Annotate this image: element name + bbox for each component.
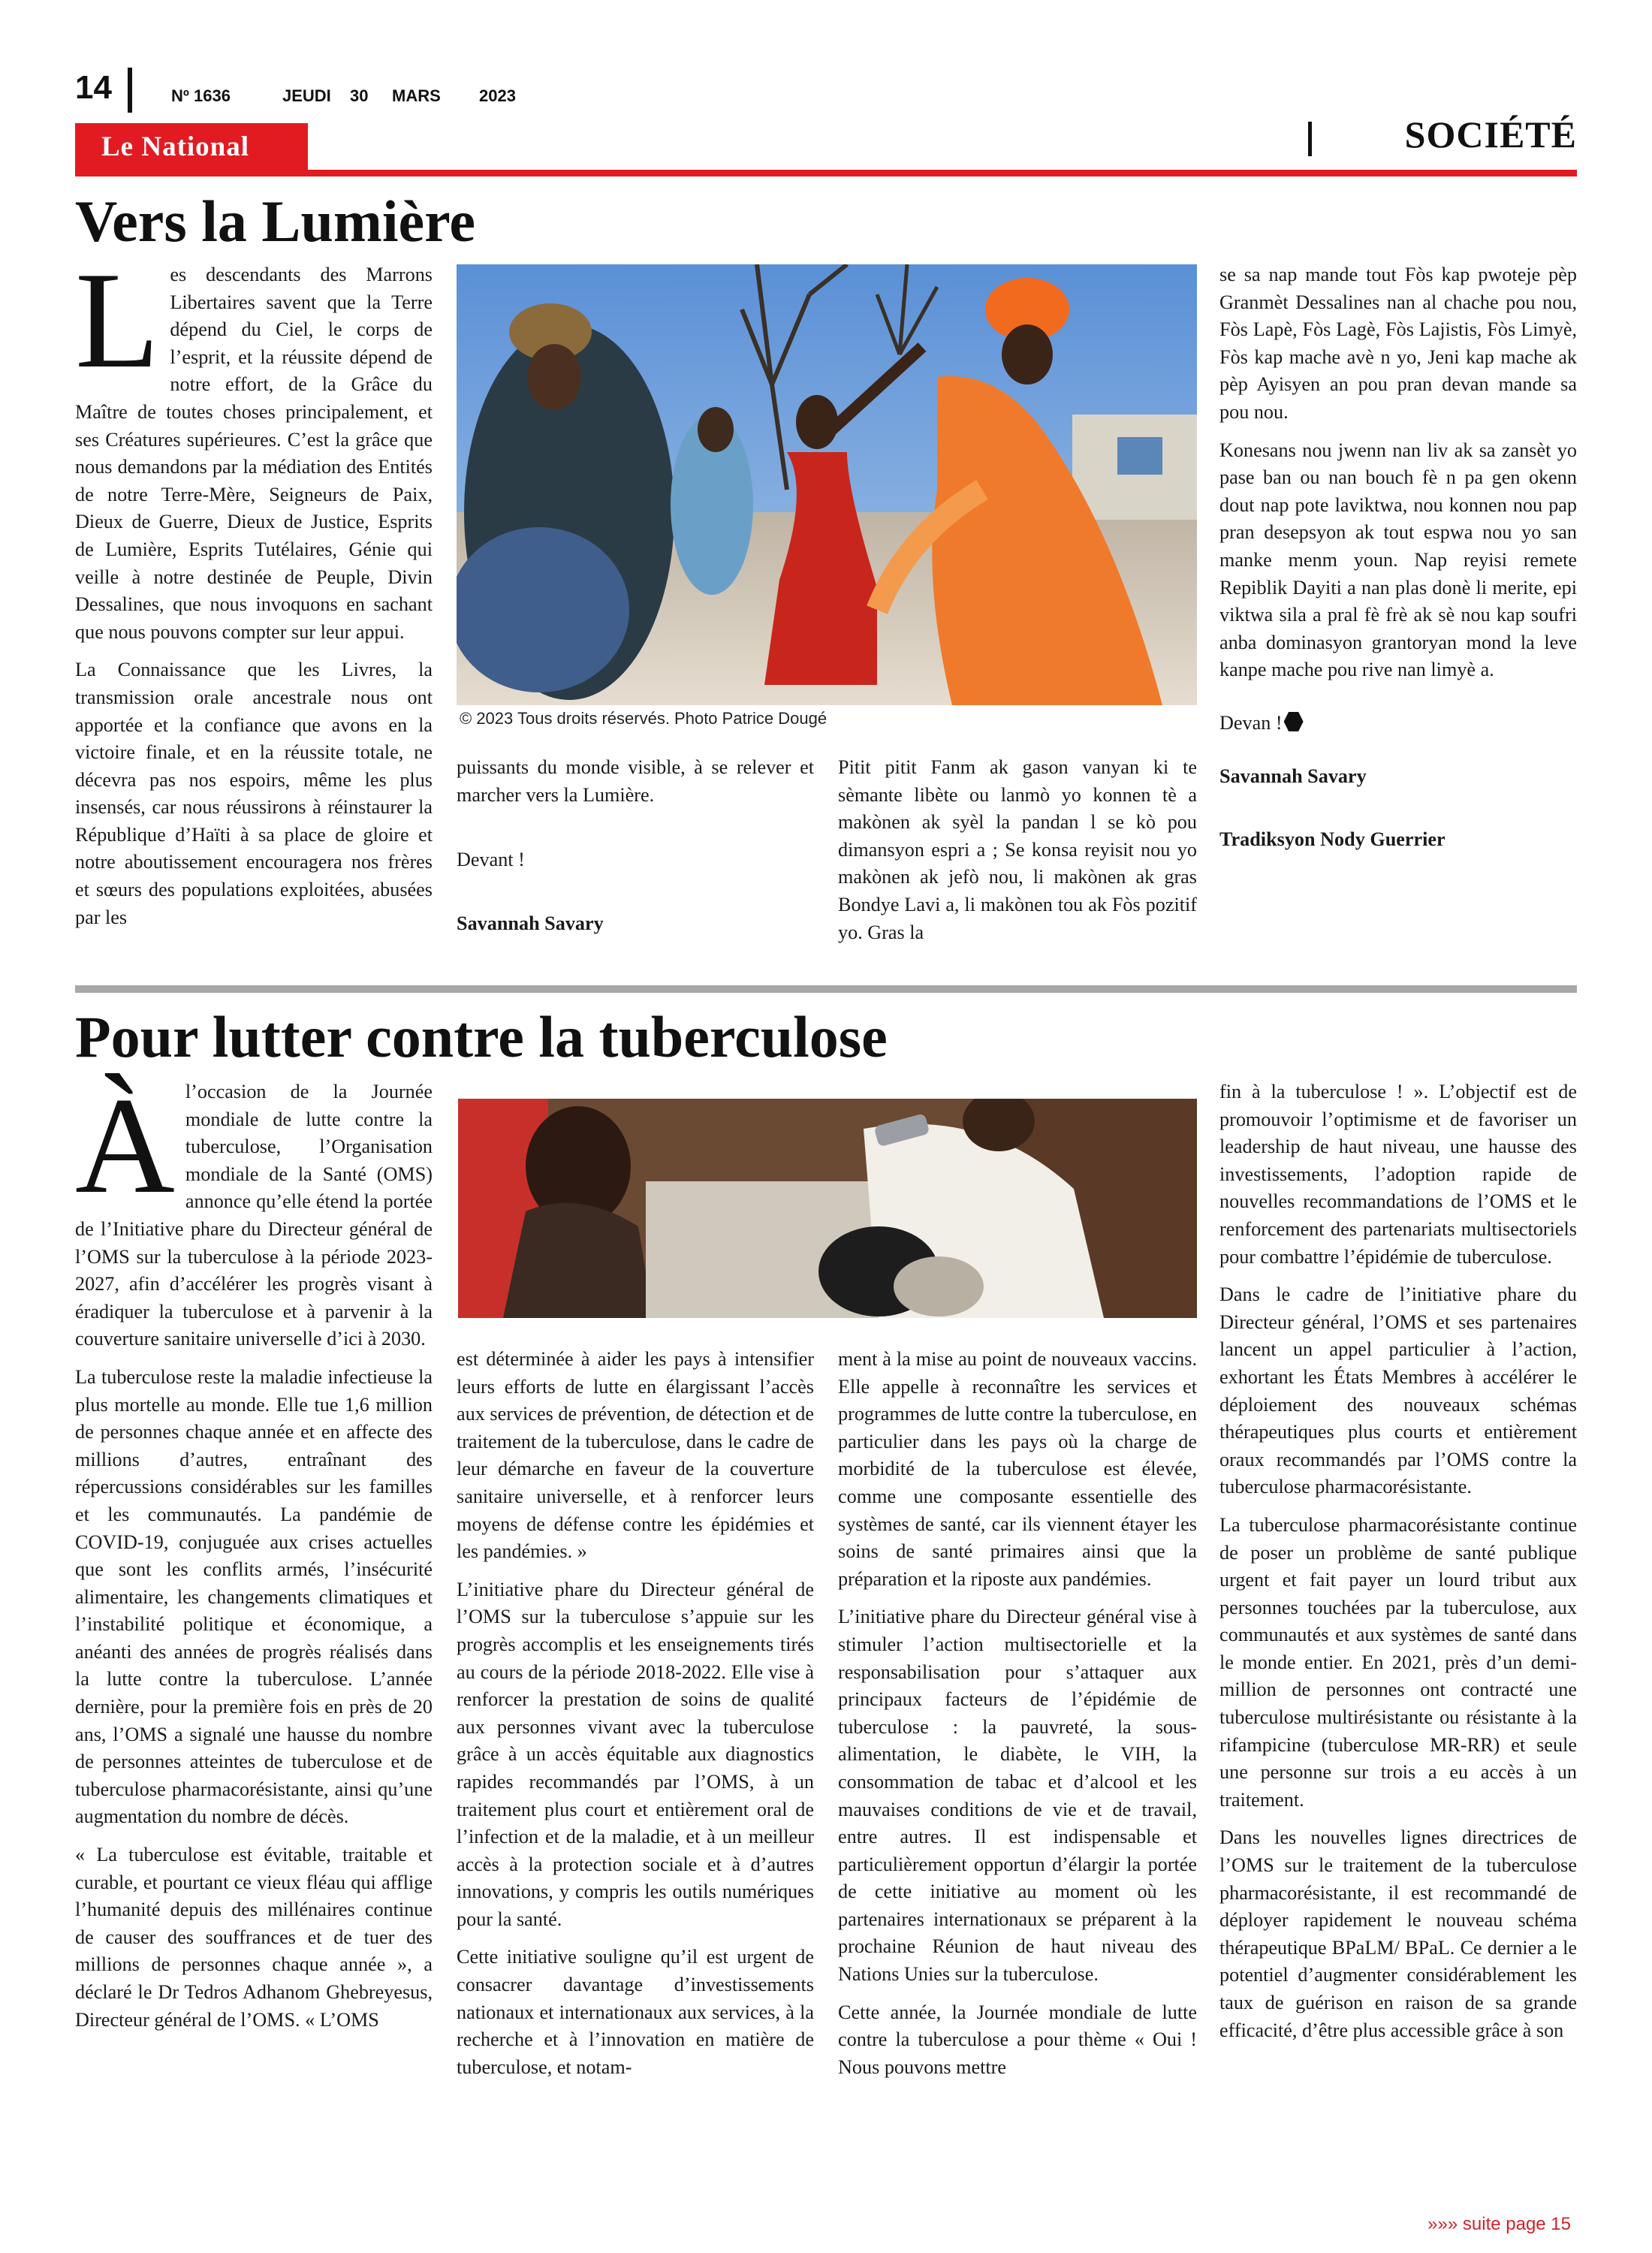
article2-paragraph: est déterminée à aider les pays à intensifier leurs efforts de lutte en élargissant l’accès aux services de prévention, de détection et de traitement de la tuberculose, dans le cadre de leur démarche en faveur de la couverture sanitaire universelle, et à renforcer leurs moyens de défense contre les épidémies et les pandémies. » bbox=[457, 1348, 814, 1563]
article2-paragraph: fin à la tuberculose ! ». L’objectif est de promouvoir l’optimisme et de favoriser un leadership de haut niveau, une hausse des investissements, l’adoption rapide de nouvelles recommandations de l’OMS et le renforcement des partenariats multisectoriels pour combattre l’épidémie de tuberculose. bbox=[1219, 1081, 1577, 1268]
article-separator bbox=[75, 985, 1577, 993]
issue-month: MARS bbox=[392, 86, 441, 105]
article2-photo-clinic bbox=[458, 1099, 1197, 1318]
article2-column-4 bbox=[1219, 1078, 1577, 2055]
article1-column-4 bbox=[1219, 261, 1577, 864]
article1-paragraph: La Connaissance que les Livres, la transmission orale ancestrale nous ont apportée et la confiance que avons en la victoire finale, et en la réussite totale, ne décevra pas nos espoirs, même les plus insensés, car nous réussirons à réinstaurer la République d’Haïti à sa place de gloire et notre aboutissement encouragera nos frères et sœurs des populations exploitées, abusées par les bbox=[75, 659, 433, 928]
article1-closing: Devan ! bbox=[1219, 711, 1283, 734]
end-mark-icon bbox=[1284, 712, 1304, 731]
article2-paragraph: ment à la mise au point de nouveaux vaccins. Elle appelle à reconnaître les services et programmes de lutte contre la tuberculose, en particulier dans les pays où la charge de morbidité de la tuberculose est élevée, comme une composante essentielle des systèmes de santé, car ils viennent étayer les soins de santé primaires ainsi que la préparation et la riposte aux pandémies. bbox=[838, 1348, 1197, 1590]
brand-name: Le National bbox=[101, 131, 250, 162]
article2-paragraph: l’occasion de la Journée mondiale de lutte contre la tuberculose, l’Organisation mondiale de la Santé (OMS) annonce qu’elle étend la portée de l’Initiative phare du Directeur général de l’OMS sur la tuberculose à la période 2023-2027, afin d’accélérer les progrès visant à éradiquer la tuberculose et à parvenir à la couverture sanitaire universelle d’ici à 2030. bbox=[75, 1081, 433, 1350]
article1-signature: Savannah Savary bbox=[457, 912, 604, 934]
article1-column-1 bbox=[75, 243, 433, 942]
issue-day: JEUDI bbox=[282, 86, 331, 105]
article2-headline: Pour lutter contre la tuberculose bbox=[75, 1004, 888, 1069]
header-rule bbox=[75, 170, 1577, 176]
article2-column-1 bbox=[75, 1069, 433, 2044]
article1-paragraph: Pitit pitit Fanm ak gason vanyan ki te sèmante libète ou lanmò yo konnen tè a makònen ak syèl la pandan l se kò pou dimansyon espri a ; Se konsa reyisit nou yo makònen ak jefò nou, li makònen ak gras Bondye Lavi a, li makònen tou ak Fòs pozitif yo. Gras la bbox=[838, 756, 1197, 943]
page-number: 14 bbox=[75, 69, 112, 106]
article2-paragraph: La tuberculose pharmacorésistante continue de poser un problème de santé publique urgent et fait payer un lourd tribut aux personnes touchées par la tuberculose, aux communautés et aux systèmes de santé dans le monde entier. En 2021, près d’un demi-million de personnes ont contracté une tuberculose multirésistante ou résistante à la rifampicine (tuberculose MR-RR) et seule une personne sur trois a eu accès à un traitement. bbox=[1219, 1513, 1577, 1811]
issue-year: 2023 bbox=[479, 86, 516, 105]
article1-photo-ceremony bbox=[457, 264, 1197, 705]
article1-closing: Devant ! bbox=[457, 849, 525, 871]
article2-column-2 bbox=[457, 1346, 814, 2092]
article2-column-3 bbox=[838, 1346, 1197, 2092]
article1-dropcap: L bbox=[75, 243, 160, 397]
article1-paragraph: se sa nap mande tout Fòs kap pwoteje pèp Granmèt Dessalines nan al chache pou nou, Fòs Lapè, Fòs Lagè, Fòs Lajistis, Fòs Limyè, Fòs kap mache avè n yo, Jeni kap mache ak pèp Ayisyen an pou pran devan mande sa pou nou. bbox=[1219, 264, 1577, 423]
article2-paragraph: La tuberculose reste la maladie infectieuse la plus mortelle au monde. Elle tue 1,6 million de personnes chaque année et en affecte des millions d’autres, entraînant des répercussions considérables sur les familles et les communautés. La pandémie de COVID-19, conjuguée aux crises actuelles que sont les conflits armés, l’insécurité alimentaire, les changements climatiques et l’instabilité politique et économique, a anéanti des années de progrès réalisés dans la lutte contre la tuberculose. L’année dernière, pour la première fois en près de 20 ans, l’OMS a signalé une hausse du nombre de personnes atteintes de tuberculose et de tuberculose pharmacorésistante, ainsi qu’une augmentation du nombre de décès. bbox=[75, 1365, 433, 1828]
article1-translator: Tradiksyon Nody Guerrier bbox=[1219, 828, 1446, 851]
dancers-photo bbox=[457, 264, 1197, 705]
article1-paragraph: es descendants des Marrons Libertaires savent que la Terre dépend du Ciel, le corps de l’esprit, et la réussite dépend de notre effort, de la Grâce du Maître de toutes choses principalement, et ses Créatures supérieures. C’est la grâce que nous demandons par la médiation des Entités de notre Terre-Mère, Seigneurs de Paix, Dieux de Guerre, Dieux de Justice, Esprits de Lumière, Esprits Tutélaires, Génie qui veille à notre destinée de Peuple, Divin Dessalines, que nous invoquons en sachant que nous pouvons compter sur leur appui. bbox=[75, 264, 433, 643]
section-title: SOCIÉTÉ bbox=[1404, 113, 1577, 155]
article1-headline: Vers la Lumière bbox=[75, 189, 475, 254]
issue-date: 30 bbox=[350, 86, 369, 105]
article2-paragraph: L’initiative phare du Directeur général vise à stimuler l’action multisectorielle et la responsabilisation pour s’attaquer aux principaux facteurs de l’épidémie de tuberculose : la pauvreté, la sous-alimentation, le diabète, le VIH, la consommation de tabac et d’alcool et les mauvaises conditions de vie et de travail, entre autres. Il est indispensable et particulièrement opportun d’élargir la portée de cette initiative au moment où les partenaires internationaux se préparent à la prochaine Réunion de haut niveau des Nations Unies sur la tuberculose. bbox=[838, 1606, 1197, 1986]
article2-paragraph: Cette année, la Journée mondiale de lutte contre la tuberculose a pour thème « Oui ! Nous pouvons mettre bbox=[838, 2001, 1197, 2078]
article2-paragraph: L’initiative phare du Directeur général de l’OMS sur la tuberculose s’appuie sur les progrès accomplis et les enseignements tirés au cours de la période 2018-2022. Elle vise à renforcer la prestation de soins de qualité aux personnes vivant avec la tuberculose grâce à un accès équitable aux diagnostics rapides recommandés par l’OMS, à un traitement plus court et entièrement oral de l’infection et de la maladie, et à un meilleur accès à la protection sociale et à d’autres innovations, y compris les outils numériques pour la santé. bbox=[457, 1578, 814, 1930]
continued-link[interactable]: »»» suite page 15 bbox=[1427, 2214, 1571, 2234]
article1-column-2 bbox=[457, 754, 814, 948]
article2-paragraph: Cette initiative souligne qu’il est urgent de consacrer davantage d’investissements nationaux et internationaux aux services, à la recherche et à l’innovation en matière de tuberculose, et notam- bbox=[457, 1946, 814, 2078]
issue-number: Nº 1636 bbox=[171, 86, 231, 105]
article1-column-3 bbox=[838, 754, 1197, 957]
article1-paragraph: puissants du monde visible, à se relever et marcher vers la Lumière. bbox=[457, 756, 814, 806]
section-divider bbox=[1308, 122, 1312, 156]
article2-paragraph: Dans le cadre de l’initiative phare du Directeur général, l’OMS et ses partenaires lancent un appel particulier à l’action, exhortant les États Membres à accélérer le déploiement des nouveaux schémas thérapeutiques plus courts et entièrement oraux recommandés par l’OMS contre la tuberculose pharmacorésistante. bbox=[1219, 1283, 1577, 1498]
folio-divider bbox=[128, 68, 132, 113]
article2-paragraph: Dans les nouvelles lignes directrices de l’OMS sur le traitement de la tuberculose pharmacorésistante, il est recommandé de déployer rapidement le nouveau schéma thérapeutique BPaLM/ BPaL. Ce dernier a le potentiel d’augmenter considérablement les taux de guérison en raison de sa grande efficacité, d’être plus accessible grâce à son bbox=[1219, 1826, 1577, 2041]
article2-dropcap: À bbox=[75, 1069, 175, 1222]
article1-paragraph: Konesans nou jwenn nan liv ak sa zansèt yo pase ban ou nan bouch fè n pa gen okenn dout nap pote laviktwa, nou konnen nou pap pran desepsyon ak tout espwa nou yo san manke menm youn. Nap reyisi remete Repiblik Dayiti a nan plas donè li merite, epi viktwa sila a pral fè frè ak sè nou kap soufri anba dominasyon grantoryan mond la leve kanpe mache pou rive nan limyè a. bbox=[1219, 439, 1577, 681]
photo-credit: © 2023 Tous droits réservés. Photo Patrice Dougé bbox=[460, 709, 828, 728]
article2-paragraph: « La tuberculose est évitable, traitable et curable, et pourtant ce vieux fléau qui afflige l’humanité depuis des millénaires continue de causer des souffrances et de tuer des millions de personnes chaque année », a déclaré le Dr Tedros Adhanom Ghebreyesus, Directeur général de l’OMS. « L’OMS bbox=[75, 1844, 433, 2031]
article1-signature: Savannah Savary bbox=[1219, 765, 1367, 787]
clinic-photo bbox=[458, 1099, 1197, 1318]
